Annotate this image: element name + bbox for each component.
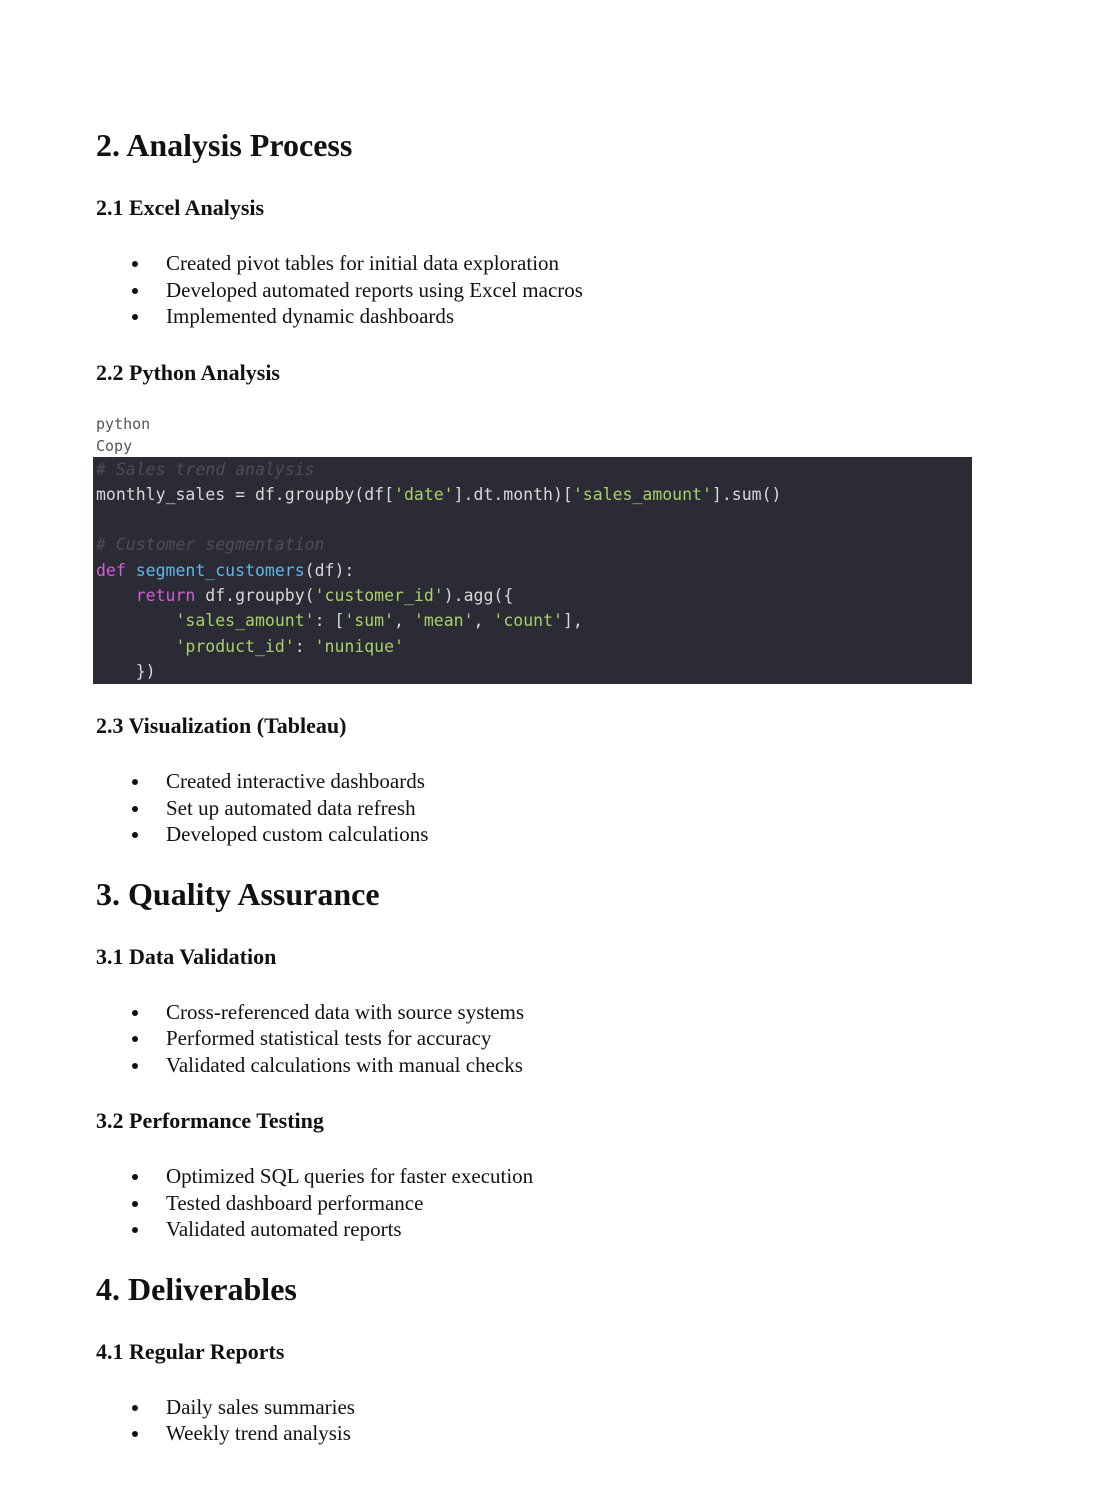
bullet-list bbox=[96, 999, 996, 1079]
section-heading: 3. Quality Assurance bbox=[96, 875, 380, 912]
section-heading: 4. Deliverables bbox=[96, 1270, 297, 1307]
list-item: Developed custom calculations bbox=[166, 821, 996, 848]
bullet-list bbox=[96, 1163, 996, 1243]
subsection-heading: 4.1 Regular Reports bbox=[96, 1338, 285, 1364]
code-text: ].sum() bbox=[711, 484, 782, 504]
list-item: Performed statistical tests for accuracy bbox=[166, 1025, 996, 1052]
list-item: Validated automated reports bbox=[166, 1216, 996, 1243]
list-item: Tested dashboard performance bbox=[166, 1190, 996, 1217]
code-string: 'count' bbox=[493, 611, 563, 631]
code-string: 'nunique' bbox=[314, 636, 404, 656]
code-block: # Sales trend analysis monthly_sales = df.groupby(df['date'].dt.month)['sales_amount'].sum() # Customer segmentation def segment_customers(df): return df.groupby('customer_id').agg({ 'sales_amount': ['sum', 'mean', 'count'], 'product_id': 'nunique' }) bbox=[93, 457, 972, 685]
list-item: Daily sales summaries bbox=[166, 1394, 996, 1421]
code-keyword: return bbox=[135, 585, 196, 605]
code-text: monthly_sales = df.groupby(df[ bbox=[96, 484, 395, 504]
list-item: Set up automated data refresh bbox=[166, 795, 996, 822]
code-text: }) bbox=[135, 661, 156, 681]
list-item: Created interactive dashboards bbox=[166, 768, 996, 795]
code-string: 'date' bbox=[394, 484, 454, 504]
subsection-heading: 2.1 Excel Analysis bbox=[96, 195, 265, 220]
code-string: 'mean' bbox=[413, 611, 474, 631]
list-item: Implemented dynamic dashboards bbox=[166, 303, 996, 330]
code-text: df.groupby( bbox=[195, 585, 315, 605]
code-string: 'sales_amount' bbox=[175, 611, 315, 631]
code-string: 'sum' bbox=[344, 611, 395, 631]
list-item: Cross-referenced data with source systems bbox=[166, 999, 996, 1026]
list-item: Validated calculations with manual checks bbox=[166, 1052, 996, 1079]
code-text: : bbox=[294, 636, 315, 656]
code-text: ).agg({ bbox=[443, 585, 514, 605]
code-text: : [ bbox=[314, 611, 345, 631]
copy-button[interactable]: Copy bbox=[96, 436, 133, 455]
code-string: 'customer_id' bbox=[314, 585, 444, 605]
code-text: ], bbox=[562, 611, 583, 631]
code-language-label: python bbox=[96, 414, 151, 433]
section-heading: 2. Analysis Process bbox=[96, 127, 353, 163]
code-string: 'product_id' bbox=[175, 636, 295, 656]
subsection-heading: 2.2 Python Analysis bbox=[96, 359, 280, 385]
code-function: segment_customers bbox=[135, 560, 305, 580]
code-comment: # Sales trend analysis bbox=[96, 459, 315, 479]
document-page bbox=[96, 125, 996, 1447]
list-item: Weekly trend analysis bbox=[166, 1420, 996, 1447]
list-item: Optimized SQL queries for faster execution bbox=[166, 1163, 996, 1190]
subsection-heading: 3.1 Data Validation bbox=[96, 943, 277, 969]
bullet-list bbox=[96, 768, 996, 848]
code-comment: # Customer segmentation bbox=[96, 535, 325, 555]
bullet-list bbox=[96, 250, 996, 330]
code-text: ].dt.month)[ bbox=[453, 484, 573, 504]
list-item: Created pivot tables for initial data exploration bbox=[166, 250, 996, 277]
bullet-list bbox=[96, 1394, 996, 1447]
subsection-heading: 3.2 Performance Testing bbox=[96, 1108, 324, 1134]
code-string: 'sales_amount' bbox=[572, 484, 712, 504]
list-item: Developed automated reports using Excel macros bbox=[166, 277, 996, 304]
subsection-heading: 2.3 Visualization (Tableau) bbox=[96, 713, 347, 739]
code-keyword: def bbox=[96, 560, 126, 580]
code-text: (df): bbox=[304, 560, 355, 580]
